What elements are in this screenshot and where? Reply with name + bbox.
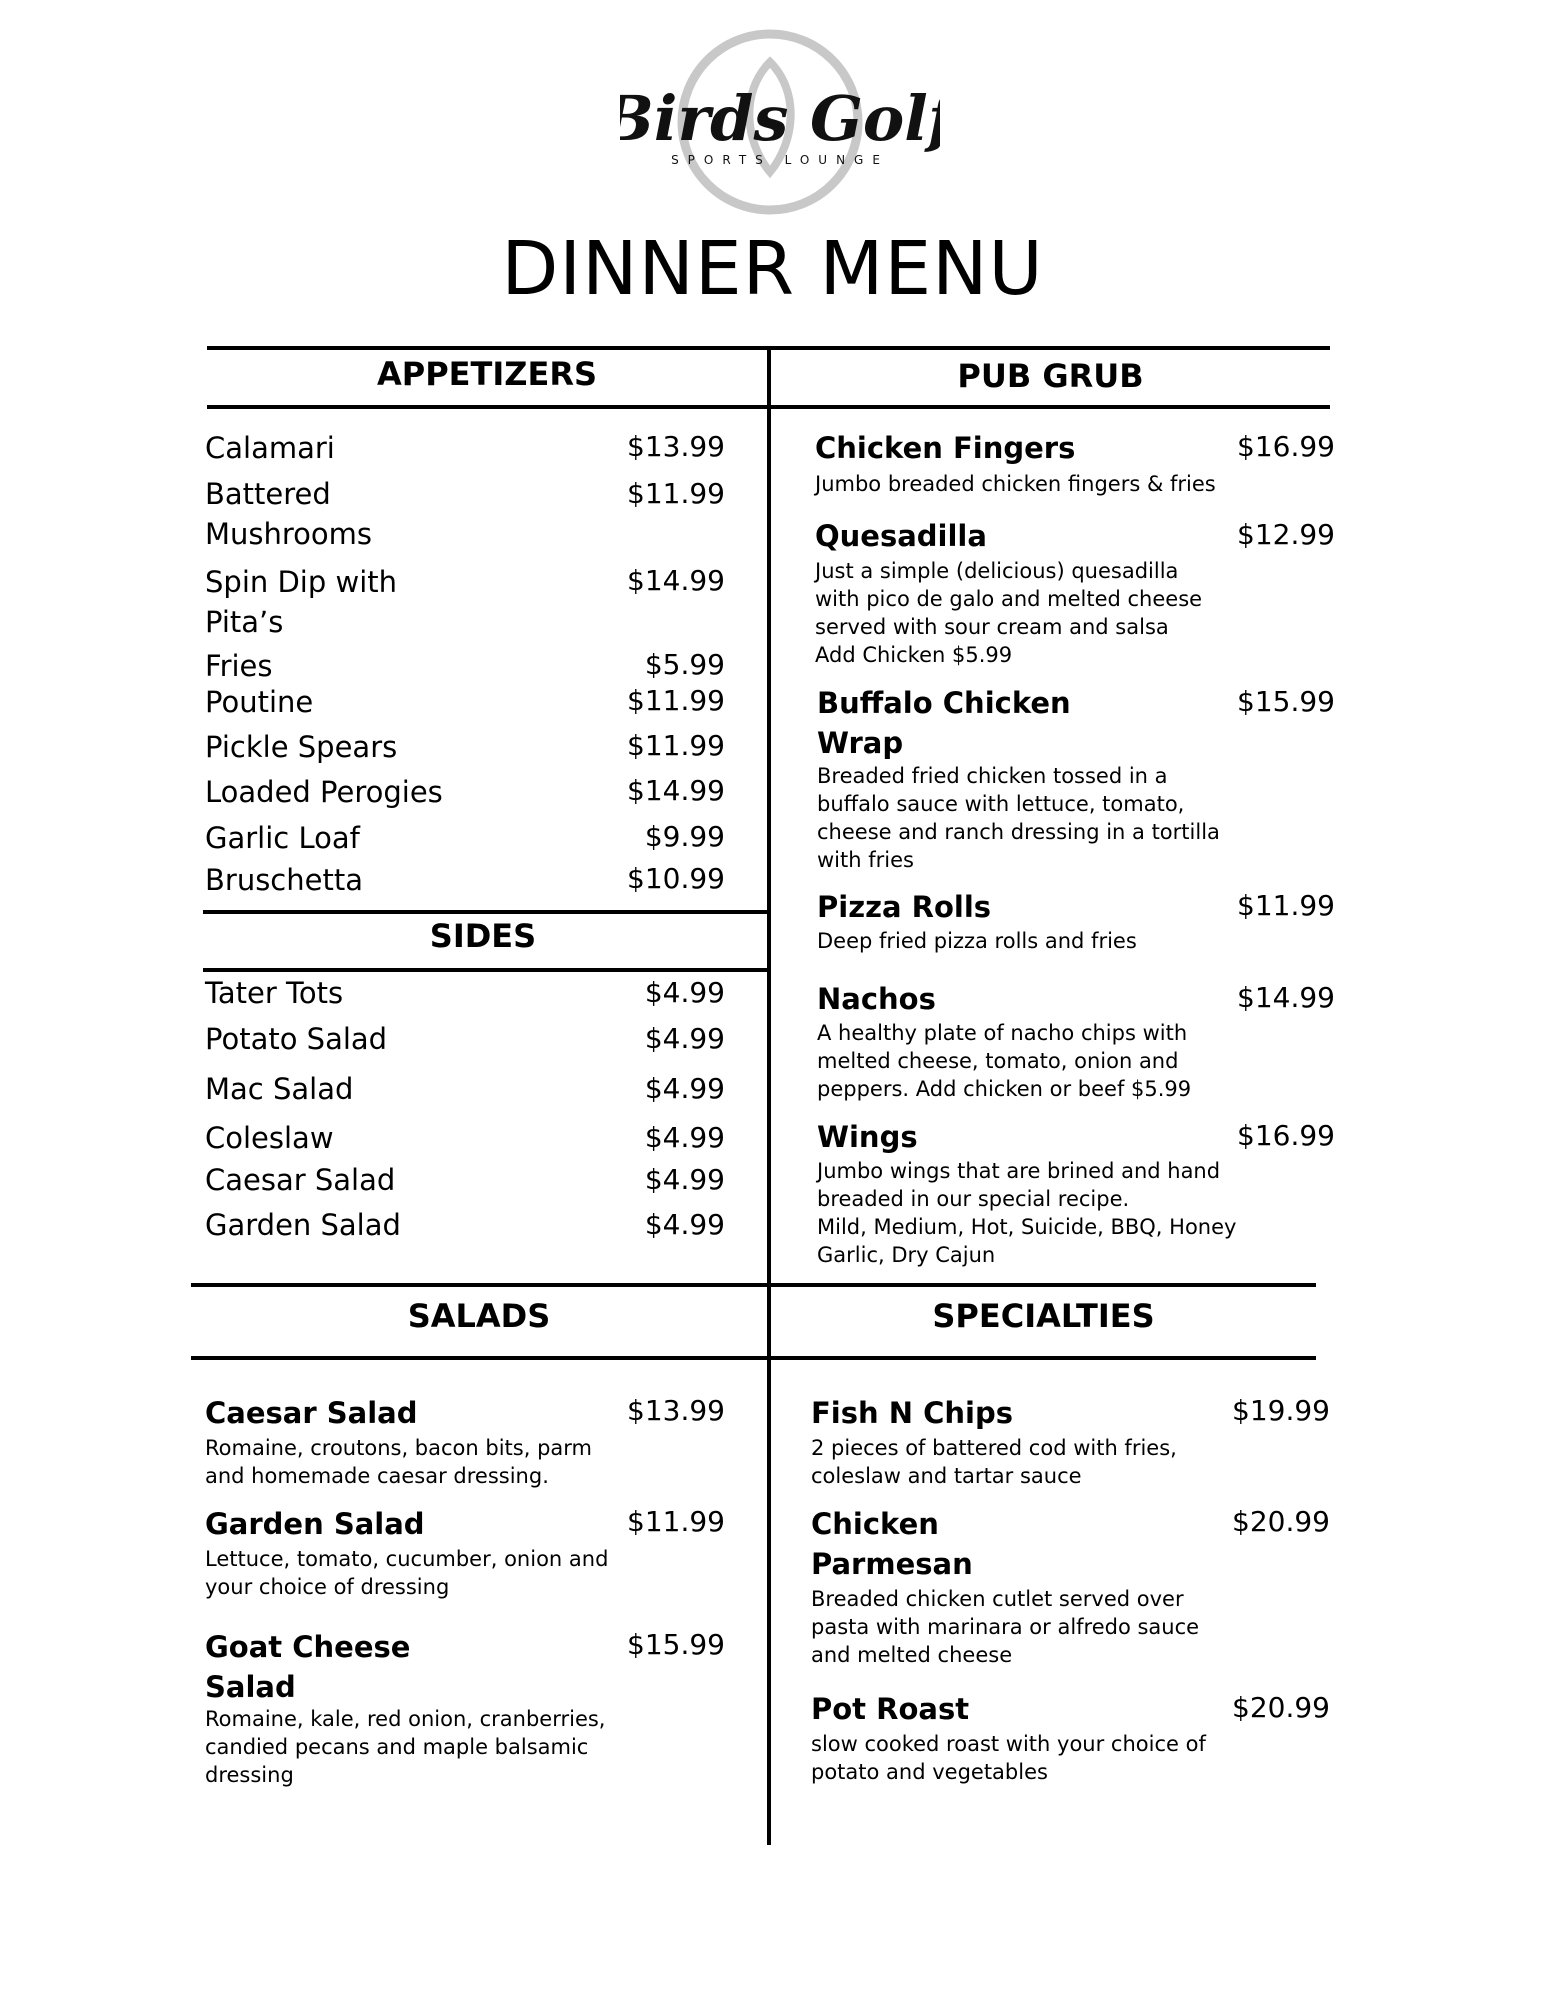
specialty-item-name: Fish N Chips [811,1396,1014,1430]
salads-top-divider [191,1283,1316,1287]
pubgrub-desc-line: Deep fried pizza rolls and fries [817,929,1137,953]
salad-desc-line: dressing [205,1763,294,1787]
salad-item-name: Garden Salad [205,1507,425,1541]
svg-text:Birds Golf: Birds Golf [620,82,940,155]
svg-text:SPORTS LOUNGE: SPORTS LOUNGE [671,153,889,167]
appetizer-name: Bruschetta [205,863,363,897]
specialty-item-price: $20.99 [1232,1691,1330,1724]
column-divider [767,350,771,1845]
salads-heading: SALADS [407,1297,551,1335]
sides-top-divider [203,910,770,914]
side-price: $4.99 [644,976,725,1009]
appetizers-heading: APPETIZERS [376,355,597,393]
appetizer-price: $9.99 [644,820,725,853]
appetizer-price: $14.99 [627,564,725,597]
salads-bottom-divider [191,1356,1316,1360]
appetizer-price: $11.99 [627,729,725,762]
pubgrub-desc-line: served with sour cream and salsa [815,615,1169,639]
pubgrub-item-price: $16.99 [1237,1119,1335,1152]
pubgrub-item-name: Buffalo Chicken Wrap [817,686,1071,760]
appetizer-price: $10.99 [627,862,725,895]
pubgrub-desc-line: Add Chicken $5.99 [815,643,1013,667]
pubgrub-item-price: $15.99 [1237,685,1335,718]
appetizer-price: $11.99 [627,684,725,717]
pubgrub-item-price: $14.99 [1237,981,1335,1014]
salad-desc-line: candied pecans and maple balsamic [205,1735,589,1759]
specialty-desc-line: 2 pieces of battered cod with fries, [811,1436,1177,1460]
appetizer-name: Fries [205,649,273,683]
appetizer-name: Pickle Spears [205,730,398,764]
pubgrub-desc-line: Mild, Medium, Hot, Suicide, BBQ, Honey [817,1215,1237,1239]
side-price: $4.99 [644,1163,725,1196]
pubgrub-desc-line: Garlic, Dry Cajun [817,1243,996,1267]
side-price: $4.99 [644,1022,725,1055]
pubgrub-desc-line: breaded in our special recipe. [817,1187,1130,1211]
specialty-desc-line: potato and vegetables [811,1760,1048,1784]
salad-desc-line: Romaine, croutons, bacon bits, parm [205,1436,592,1460]
specialty-desc-line: Breaded chicken cutlet served over [811,1587,1184,1611]
logo [620,22,940,222]
salad-item-name: Goat Cheese Salad [205,1630,411,1704]
salad-desc-line: and homemade caesar dressing. [205,1464,549,1488]
salad-item-price: $15.99 [627,1628,725,1661]
appetizer-name: Loaded Perogies [205,775,443,809]
pubgrub-item-price: $16.99 [1237,430,1335,463]
logo-emblem [620,22,940,222]
appetizer-price: $13.99 [627,430,725,463]
appetizer-name: Garlic Loaf [205,821,360,855]
pubgrub-desc-line: cheese and ranch dressing in a tortilla [817,820,1220,844]
pubgrub-desc-line: Just a simple (delicious) quesadilla [815,559,1179,583]
salad-item-name: Caesar Salad [205,1396,418,1430]
pubgrub-desc-line: Jumbo wings that are brined and hand [817,1159,1221,1183]
pubgrub-item-name: Nachos [817,982,936,1016]
pubgrub-desc-line: with fries [817,848,914,872]
pubgrub-desc-line: melted cheese, tomato, onion and [817,1049,1179,1073]
pubgrub-item-name: Chicken Fingers [815,431,1076,465]
side-name: Garden Salad [205,1208,401,1242]
salad-desc-line: Romaine, kale, red onion, cranberries, [205,1707,606,1731]
appetizer-name: Calamari [205,431,335,465]
side-price: $4.99 [644,1121,725,1154]
appetizer-price: $5.99 [644,648,725,681]
pubgrub-item-name: Quesadilla [815,519,987,553]
pubgrub-heading: PUB GRUB [957,357,1144,395]
side-name: Tater Tots [205,976,344,1010]
specialties-heading: SPECIALTIES [932,1297,1155,1335]
side-price: $4.99 [644,1072,725,1105]
appetizer-price: $11.99 [627,477,725,510]
specialty-desc-line: and melted cheese [811,1643,1013,1667]
sides-bottom-divider [203,968,770,972]
pubgrub-desc-line: buffalo sauce with lettuce, tomato, [817,792,1185,816]
appetizer-price: $14.99 [627,774,725,807]
pubgrub-item-price: $12.99 [1237,518,1335,551]
pubgrub-desc-line: Breaded fried chicken tossed in a [817,764,1168,788]
specialty-item-price: $19.99 [1232,1394,1330,1427]
page-title: DINNER MENU [501,226,1044,312]
pubgrub-item-name: Wings [817,1120,918,1154]
salad-desc-line: your choice of dressing [205,1575,450,1599]
salad-desc-line: Lettuce, tomato, cucumber, onion and [205,1547,609,1571]
salad-item-price: $13.99 [627,1394,725,1427]
side-name: Potato Salad [205,1022,388,1056]
pubgrub-item-name: Pizza Rolls [817,890,992,924]
pubgrub-item-price: $11.99 [1237,889,1335,922]
side-name: Caesar Salad [205,1163,396,1197]
side-name: Coleslaw [205,1121,334,1155]
pubgrub-desc-line: A healthy plate of nacho chips with [817,1021,1188,1045]
appetizer-name: Spin Dip with Pita’s [205,565,398,639]
specialty-item-name: Pot Roast [811,1692,970,1726]
specialty-desc-line: pasta with marinara or alfredo sauce [811,1615,1200,1639]
side-name: Mac Salad [205,1072,354,1106]
side-price: $4.99 [644,1208,725,1241]
appetizer-name: Battered Mushrooms [205,477,373,551]
appetizer-name: Poutine [205,685,314,719]
specialty-item-name: Chicken Parmesan [811,1507,973,1581]
specialty-desc-line: slow cooked roast with your choice of [811,1732,1206,1756]
pubgrub-desc-line: with pico de galo and melted cheese [815,587,1203,611]
pubgrub-desc-line: peppers. Add chicken or beef $5.99 [817,1077,1192,1101]
sides-heading: SIDES [429,917,537,955]
specialty-item-price: $20.99 [1232,1505,1330,1538]
salad-item-price: $11.99 [627,1505,725,1538]
specialty-desc-line: coleslaw and tartar sauce [811,1464,1082,1488]
pubgrub-desc-line: Jumbo breaded chicken fingers & fries [815,472,1216,496]
